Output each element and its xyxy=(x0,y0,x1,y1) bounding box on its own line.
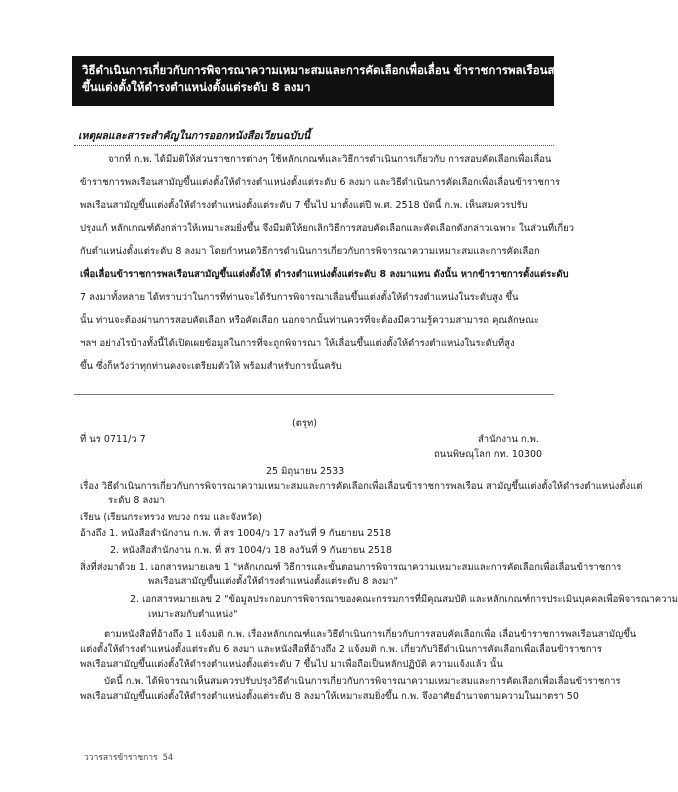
intro-line: พลเรือนสามัญขึ้นแต่งตั้งให้ดำรงตำแหน่งตั้งแต่ระดับ 7 ขึ้นไป มาตั้งแต่ปี พ.ศ. 2518 บัดนี้ ก.พ. เห็นสมควรปรับ xyxy=(80,200,528,211)
separator-line xyxy=(74,394,554,395)
intro-line: ขึ้น ซึ่งก็หวังว่าทุกท่านคงจะเตรียมตัวให้ พร้อมสำหรับการนั้นครับ xyxy=(80,361,342,372)
intro-line: กับตำแหน่งตั้งแต่ระดับ 8 ลงมา โดยกำหนดวิธีการดำเนินการเกี่ยวกับการพิจารณาความเหมาะสมและการคัดเลือก xyxy=(80,246,540,257)
body-paragraph-line: ตามหนังสือที่อ้างถึง 1 แจ้งมติ ก.พ. เรื่องหลักเกณฑ์และวิธีดำเนินการเกี่ยวกับการสอบคัดเลือกเพื่อ เลื่อนข้าราชการพลเรือนสามัญขึ้น xyxy=(104,629,637,640)
enclosure-1: สิ่งที่ส่งมาด้วย 1. เอกสารหมายเลข 1 "หลักเกณฑ์ วิธีการและขั้นตอนการพิจารณาความเหมาะสมและการคัดเลือกเพื่อเลื่อนข้าราชการ xyxy=(80,562,622,573)
agency-address: ถนนพิษณุโลก กท. 10300 xyxy=(434,449,543,460)
body-paragraph-line: บัดนี้ ก.พ. ได้พิจารณาเห็นสมควรปรับปรุงวิธีดำเนินการเกี่ยวกับการพิจารณาความเหมาะสมและการคัดเลือกเพื่อเลื่อนข้าราชการ xyxy=(104,676,621,687)
reference-2: 2. หนังสือสำนักงาน ก.พ. ที่ สร 1004/ว 18 ลงวันที่ 9 กันยายน 2518 xyxy=(110,545,393,556)
intro-line: จากที่ ก.พ. ได้มีมติให้ส่วนราชการต่างๆ ใช้หลักเกณฑ์และวิธีการดำเนินการเกี่ยวกับ การสอบคัดเลือกเพื่อเลื่อน xyxy=(108,154,552,165)
body-paragraph-line: พลเรือนสามัญขึ้นแต่งตั้งให้ดำรงตำแหน่งตั้งแต่ระดับ 8 ลงมาให้เหมาะสมยิ่งขึ้น ก.พ. จึงอาศัยอำนาจตามความในมาตรา 50 xyxy=(80,691,579,702)
enclosure-2: 2. เอกสารหมายเลข 2 "ข้อมูลประกอบการพิจารณาของคณะกรรมการที่มีคุณสมบัติ และหลักเกณฑ์การประเมินบุคคลเพื่อพิจารณาความ xyxy=(130,594,678,605)
letter-subject-cont: ระดับ 8 ลงมา xyxy=(108,495,165,506)
intro-line: ข้าราชการพลเรือนสามัญขึ้นแต่งตั้งให้ดำรงตำแหน่งตั้งแต่ระดับ 6 ลงมา และวิธีดำเนินการคัดเลือกเพื่อเลื่อนข้าราชการ xyxy=(80,177,561,188)
agency-name: สำนักงาน ก.พ. xyxy=(478,434,539,445)
title-banner xyxy=(72,56,579,106)
section-divider xyxy=(74,145,554,146)
intro-line: เพื่อเลื่อนข้าราชการพลเรือนสามัญขึ้นแต่งตั้งให้ ดำรงตำแหน่งตั้งแต่ระดับ 8 ลงมาแทน ดังนั้น หากข้าราชการตั้งแต่ระดับ xyxy=(80,269,569,280)
body-paragraph-line: พลเรือนสามัญขึ้นแต่งตั้งให้ดำรงตำแหน่งตั้งแต่ระดับ 7 ขึ้นไป มาเพื่อถือเป็นหลักปฏิบัติ ความแจ้งแล้ว นั้น xyxy=(80,659,503,670)
title-line-1: วิธีดำเนินการเกี่ยวกับการพิจารณาความเหมาะสมและการคัดเลือกเพื่อเลื่อน ข้าราชการพลเรือนสามัญ xyxy=(82,63,579,77)
intro-line: ฯลฯ อย่างไรบ้างทั้งนี้ได้เปิดเผยข้อมูลในการที่จะถูกพิจารณา ให้เลื่อนขึ้นแต่งตั้งให้ดำรงตำแหน่งในระดับที่สูง xyxy=(80,338,515,349)
body-paragraph-line: แต่งตั้งให้ดำรงตำแหน่งตั้งแต่ระดับ 6 ลงมา และหนังสือที่อ้างถึง 2 แจ้งมติ ก.พ. เกี่ยวกับวิธีดำเนินการคัดเลือกเพื่อเลื่อนข้าราชการ xyxy=(80,644,602,655)
intro-line: ปรุงแก้ หลักเกณฑ์ดังกล่าวให้เหมาะสมยิ่งขึ้น จึงมีมติให้ยกเลิกวิธีการสอบคัดเลือกและคัดเลือกดังกล่าวเฉพาะ ในส่วนที่เกี่ยว xyxy=(80,223,574,234)
letter-date: 25 มิถุนายน 2533 xyxy=(266,466,345,477)
title-line-2: ขึ้นแต่งตั้งให้ดำรงตำแหน่งตั้งแต่ระดับ 8 ลงมา xyxy=(82,80,311,94)
intro-line: 7 ลงมาทั้งหลาย ได้ทราบว่าในการที่ท่านจะได้รับการพิจารณาเลื่อนขึ้นแต่งตั้งให้ดำรงตำแหน่งในระดับสูง ขึ้น xyxy=(80,292,519,303)
intro-line: นั้น ท่านจะต้องผ่านการสอบคัดเลือก หรือคัดเลือก นอกจากนั้นท่านควรที่จะต้องมีความรู้ความสามารถ คุณลักษณะ xyxy=(80,315,539,326)
letter-subject: เรื่อง วิธีดำเนินการเกี่ยวกับการพิจารณาความเหมาะสมและการคัดเลือกเพื่อเลื่อนข้าราชการพลเรือน สามัญขึ้นแต่งตั้งให้ดำรงตำแหน่งตั้งแต่ xyxy=(80,481,643,492)
reference-1: อ้างถึง 1. หนังสือสำนักงาน ก.พ. ที่ สร 1004/ว 17 ลงวันที่ 9 กันยายน 2518 xyxy=(80,528,392,539)
letter-recipient: เรียน (เรียนกระทรวง ทบวง กรม และจังหวัด) xyxy=(80,512,263,523)
enclosure-2-cont: เหมาะสมกับตำแหน่ง" xyxy=(148,609,238,620)
section-heading: เหตุผลและสาระสำคัญในการออกหนังสือเวียนฉบับนี้ xyxy=(78,130,311,142)
enclosure-1-cont: พลเรือนสามัญขึ้นแต่งตั้งให้ดำรงตำแหน่งตั้งแต่ระดับ 8 ลงมา" xyxy=(148,576,399,587)
page-footer: ววารสารข้าราชการ 54 xyxy=(84,753,173,763)
reference-number: ที่ นร 0711/ว 7 xyxy=(80,434,146,445)
continuation-label: (ตรุท) xyxy=(292,418,317,429)
